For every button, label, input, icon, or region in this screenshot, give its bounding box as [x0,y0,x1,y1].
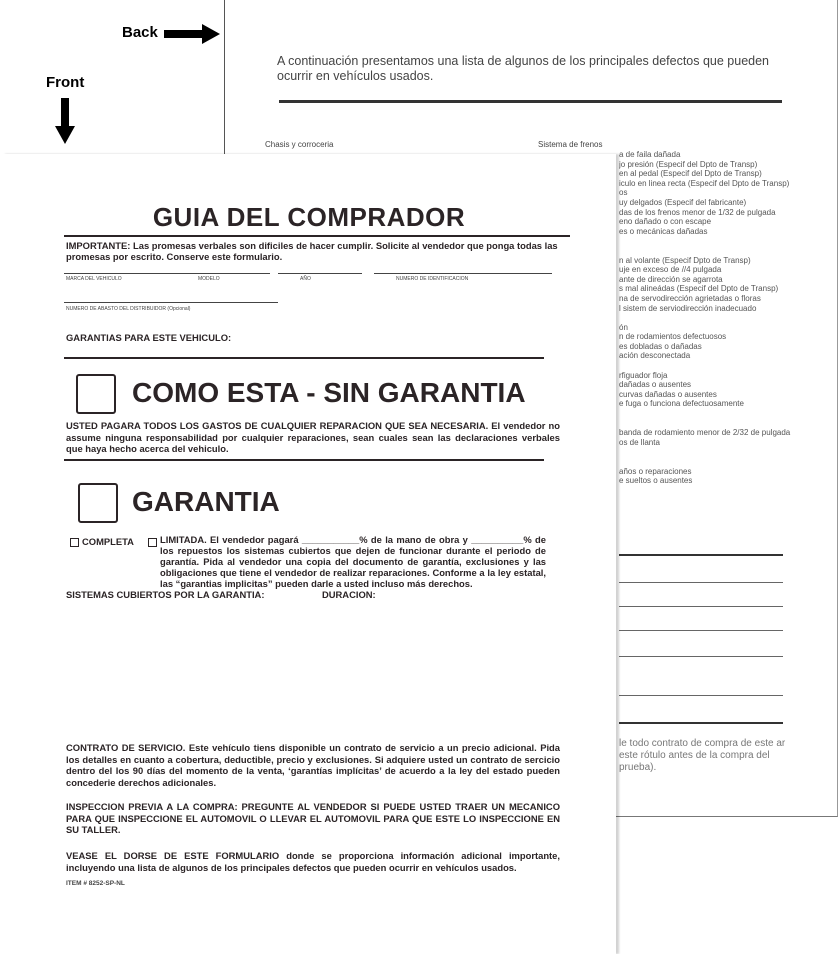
title-rule [64,235,570,237]
back-defect-list [619,150,838,486]
back-defect-line [619,313,838,323]
section-rule [64,459,544,461]
back-defect-line [619,457,838,467]
back-defect-line: banda de rodamiento menor de 2/32 de pulgada [619,428,791,438]
back-defect-line: n de rodamientos defectuosos [619,332,727,342]
front-label: Front [46,74,85,91]
back-defect-line [619,409,838,419]
back-defect-line: curvas dañadas o ausentes [619,389,717,399]
back-defect-line [619,236,838,246]
back-defect-line: es dobladas o dañadas [619,341,702,351]
back-defect-line: jo presión (Especif del Dpto de Transp) [619,159,758,169]
back-defect-line: uy delgados (Especif del fabricante) [619,197,747,207]
numero-id-label: NUMERO DE IDENTIFICACION [396,276,469,282]
como-esta-text: USTED PAGARA TODOS LOS GASTOS DE CUALQUIER REPARACION QUE SEA NECESARIA. El vendedor no assume ninguna responsabilidad por cualquier reparaciones, sean cuales sean las declaraciones verbales que haya hecho acerca del vehiculo. [66,420,560,455]
duracion-label: DURACION: [322,589,376,600]
back-blank-line [619,656,783,657]
back-defect-line: os de llanta [619,437,660,447]
back-blank-line [619,606,783,607]
vease-text: VEASE EL DORSE DE ESTE FORMULARIO donde se proporciona información adicional importante, incluyendo una lista de algunos de los principales defectos que pueden ocurrir en vehículos usados. [66,850,560,873]
back-defect-line: en al pedal (Especif del Dpto de Transp) [619,169,762,179]
modelo-label: MODELO [198,276,220,282]
como-esta-heading: COMO ESTA - SIN GARANTIA [132,377,526,408]
back-intro: A continuación presentamos una lista de algunos de los principales defectos que pueden ocurrir en vehículos usados. [277,54,770,83]
back-defect-line: e fuga o funciona defectuosamente [619,399,744,409]
back-defect-line [619,419,838,429]
arrow-down-icon [61,98,69,128]
marca-field-line [64,273,270,274]
back-defect-line: ante de dirección se agarrota [619,274,723,284]
back-thick-rule [619,722,783,724]
back-rule [279,100,782,103]
back-defect-line: ón [619,322,628,332]
back-defect-line: ación desconectada [619,351,691,361]
numero-id-field-line [374,273,552,274]
back-defect-line: das de los frenos menor de 1/32 de pulgada [619,207,776,217]
back-defect-line: es o mecánicas dañadas [619,226,708,236]
back-defect-line: l sistem de serviodirección inadecuado [619,303,757,313]
back-defect-line: años o reparaciones [619,466,692,476]
completa-checkbox[interactable] [70,538,79,547]
back-blank-line [619,582,783,583]
back-col-right-heading: Sistema de frenos [538,140,603,149]
section-rule [64,357,544,359]
como-esta-checkbox[interactable] [76,374,116,414]
front-page [2,154,616,954]
ano-label: AÑO [300,276,311,282]
back-label: Back [122,24,158,41]
back-defect-line: a de faila dañada [619,150,681,159]
abasto-field-line [64,302,278,303]
limitada-text: LIMITADA. El vendedor pagará ___________% de la mano de obra y __________% de los repuestos los sistemas cubiertos que dejen de funcionar durante el periodo de garantía. Pida al vendedor una copia del documento de garantía, exclusiones y las obligaciones que tiene el vendedor de realizar reparaciones. Conforme a la ley estatal, las “garantias implicitas” pueden darle a usted incluso más derechos. [160,534,546,589]
page-title: GUIA DEL COMPRADOR [152,202,466,232]
back-final-text: le todo contrato de compra de este ar este rótulo antes de la compra del prueba). [619,738,786,773]
back-defect-line: dañadas o ausentes [619,380,692,390]
back-defect-line [619,361,838,371]
inspeccion-text: INSPECCION PREVIA A LA COMPRA: PREGUNTE AL VENDEDOR SI PUEDE USTED TRAER UN MECANICO PARA QUE INSPECCIONE EL AUTOMOVIL O LLEVAR EL AUTOMOVIL PARA QUE ESTE LO INSPECCIONE EN SU TALLER. [66,801,560,836]
importante-text: IMPORTANTE: Las promesas verbales son dificiles de hacer cumplir. Solicite al vendedor que ponga todas las promesas por escrito. Conserve este formulario. [66,240,558,262]
arrow-right-icon [164,30,204,38]
back-thick-rule [619,554,783,556]
limitada-checkbox[interactable] [148,538,157,547]
back-blank-line [619,695,783,696]
garantia-checkbox[interactable] [78,483,118,523]
back-defect-line: uje en exceso de //4 pulgada [619,265,722,275]
completa-label: COMPLETA [82,536,134,547]
garantia-heading: GARANTIA [132,486,280,517]
back-defect-line: eno dañado o con escape [619,217,712,227]
ano-field-line [278,273,362,274]
back-defect-line: s mal alineádas (Especif del Dpto de Transp) [619,284,779,294]
back-defect-line: n al volante (Especif Dpto de Transp) [619,255,751,265]
back-defect-line [619,447,838,457]
sistemas-label: SISTEMAS CUBIERTOS POR LA GARANTIA: [66,589,265,600]
back-defect-line: na de servodirección agrietadas o floras [619,293,761,303]
garantias-label: GARANTIAS PARA ESTE VEHICULO: [66,332,232,343]
item-number: ITEM # 8252-SP-NL [66,880,125,887]
back-defect-line: rfiguador floja [619,370,668,380]
back-defect-line: e sueltos o ausentes [619,476,693,486]
marca-label: MARCA DEL VEHICULO [66,276,122,282]
back-defect-line: iculo en linea recta (Especif del Dpto de Transp) [619,178,790,188]
back-defect-line [619,246,838,256]
contrato-text: CONTRATO DE SERVICIO. Este vehículo tiens disponible un contrato de servicio a un precio adicional. Pida los detalles en cuanto a cobertura, deductible, precio y exclusiones. Si adquiere usted un contrato de sercicio dentro del los 90 días del momento de la venta, ‘garantías implícitas’ de acuerdo a la ley del estado pueden concederie derechos adicionales. [66,742,560,788]
back-defect-line: os [619,188,628,198]
back-col-left-heading: Chasis y corroceria [265,140,334,149]
back-blank-line [619,630,783,631]
abasto-label: NUMERO DE ABASTO DEL DISTRIBUIDOR (Opcional) [66,306,191,312]
